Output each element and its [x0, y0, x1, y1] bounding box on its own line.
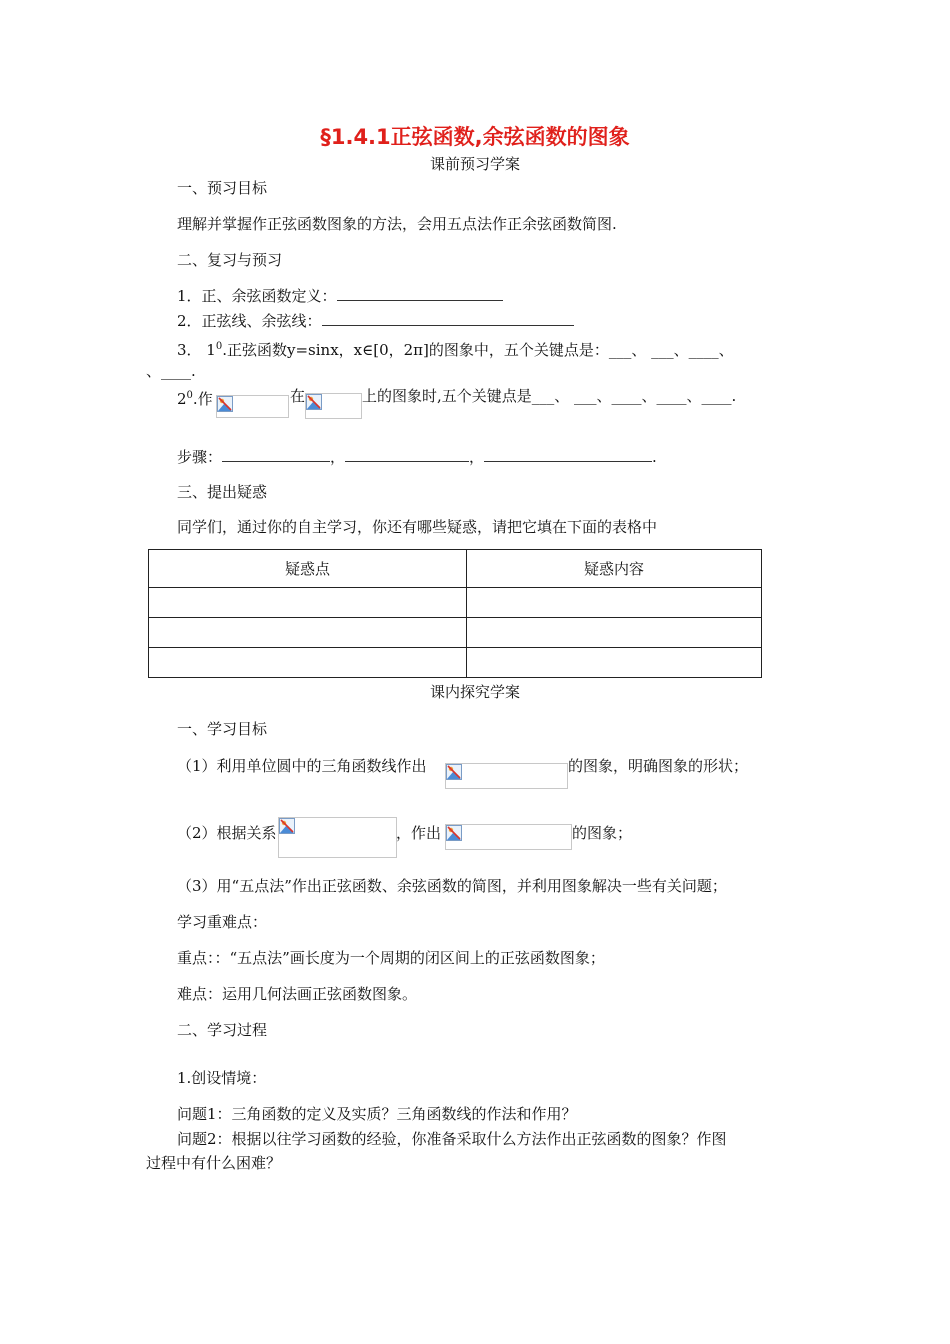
broken-image-icon — [446, 764, 462, 780]
doubt-table — [148, 549, 762, 678]
broken-image-icon — [217, 396, 233, 412]
question-3a: 3． $1^0$.正弦函数y=sinx，x∈[0，2π]的图象中，五个关键点是：___、 ___、____、 — [177, 341, 734, 359]
process-step-1: 1.创设情境： — [177, 1069, 267, 1087]
goal-2-suffix: 的图象； — [572, 824, 633, 842]
key-difficulty-label: 学习重难点： — [177, 913, 268, 931]
question-3b-zai: 在 — [290, 387, 306, 405]
in-section-1-heading: 一、学习目标 — [177, 720, 268, 738]
pre-section-2-heading: 二、复习与预习 — [177, 251, 283, 269]
question-3b-rest: 上的图象时,五个关键点是___、 ___、____、____、____. — [362, 387, 737, 405]
table-cell[interactable] — [467, 648, 762, 678]
table-cell[interactable] — [149, 648, 467, 678]
pre-section-3-text: 同学们，通过你的自主学习，你还有哪些疑惑，请把它填在下面的表格中 — [177, 518, 658, 536]
broken-image-icon — [279, 818, 295, 834]
question-3b-prefix: $2^0$.作 — [177, 390, 213, 408]
pre-class-heading: 课前预习学案 — [429, 155, 520, 173]
answer-blank[interactable] — [337, 286, 503, 301]
table-row — [149, 618, 762, 648]
goal-1-suffix: 的图象，明确图象的形状； — [568, 757, 749, 775]
question-problem-2-wrap: 过程中有什么困难？ — [146, 1154, 282, 1172]
formula-image — [278, 817, 397, 858]
pre-objective-text: 理解并掌握作正弦函数图象的方法，会用五点法作正余弦函数简图. — [177, 215, 617, 233]
formula-image — [445, 763, 568, 789]
goal-1-prefix: （1）利用单位圆中的三角函数线作出 — [177, 757, 427, 775]
question-2: 2．正弦线、余弦线： — [177, 311, 574, 331]
pre-section-1-heading: 一、预习目标 — [177, 179, 268, 197]
answer-blank[interactable] — [345, 447, 469, 462]
formula-image — [305, 393, 362, 419]
goal-2-prefix: （2）根据关系 — [177, 824, 277, 842]
question-problem-2: 问题2：根据以往学习函数的经验，你准备采取什么方法作出正弦函数的图象？作图 — [177, 1130, 727, 1148]
question-3a-wrap: 、____. — [146, 362, 196, 380]
answer-blank[interactable] — [222, 447, 330, 462]
table-header-doubt-point: 疑惑点 — [149, 550, 467, 588]
goal-3: （3）用“五点法”作出正弦函数、余弦函数的简图，并利用图象解决一些有关问题； — [177, 877, 727, 895]
answer-blank[interactable] — [484, 447, 652, 462]
question-problem-1: 问题1：三角函数的定义及实质？三角函数线的作法和作用？ — [177, 1105, 577, 1123]
broken-image-icon — [306, 394, 322, 410]
table-cell[interactable] — [149, 618, 467, 648]
key-point: 重点：：“五点法”画长度为一个周期的闭区间上的正弦函数图象； — [177, 949, 605, 967]
in-class-heading: 课内探究学案 — [429, 683, 520, 701]
in-section-2-heading: 二、学习过程 — [177, 1021, 268, 1039]
table-row — [149, 648, 762, 678]
formula-image — [445, 824, 572, 850]
table-cell[interactable] — [467, 588, 762, 618]
answer-blank[interactable] — [322, 311, 574, 326]
question-1: 1．正、余弦函数定义： — [177, 286, 503, 306]
table-cell[interactable] — [149, 588, 467, 618]
table-header-doubt-content: 疑惑内容 — [467, 550, 762, 588]
page-title: §1.4.1正弦函数,余弦函数的图象 — [320, 125, 630, 149]
difficult-point: 难点：运用几何法画正弦函数图象。 — [177, 985, 418, 1003]
formula-image — [216, 395, 289, 418]
steps-line: 步骤： ， ， . — [177, 448, 657, 466]
table-row — [149, 588, 762, 618]
table-cell[interactable] — [467, 618, 762, 648]
goal-2-middle: ，作出 — [396, 824, 442, 842]
pre-section-3-heading: 三、提出疑惑 — [177, 483, 268, 501]
broken-image-icon — [446, 825, 462, 841]
